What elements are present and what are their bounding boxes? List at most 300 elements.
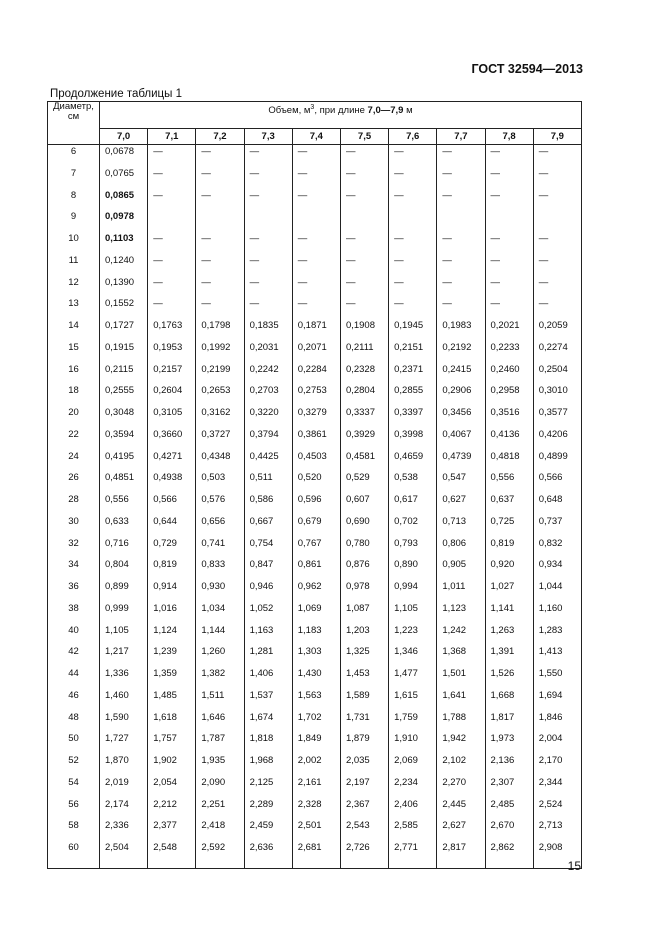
volume-cell: 0,833 (196, 558, 244, 580)
volume-cell: 2,636 (244, 841, 292, 869)
volume-cell: 0,861 (292, 558, 340, 580)
table-row (48, 471, 582, 493)
length-column-header: 7,4 (292, 129, 340, 145)
volume-cell: 0,847 (244, 558, 292, 580)
volume-cell: 0,4818 (485, 450, 533, 472)
volume-cell: 0,4851 (100, 471, 148, 493)
volume-group-header (100, 102, 582, 129)
volume-cell: 0,637 (485, 493, 533, 515)
volume-cell: — (389, 167, 437, 189)
volume-cell: 0,978 (340, 580, 388, 602)
volume-cell: 1,511 (196, 689, 244, 711)
table-row (48, 602, 582, 624)
volume-cell: 1,788 (437, 711, 485, 733)
diameter-cell: 52 (48, 754, 100, 776)
volume-cell: 0,737 (533, 515, 581, 537)
volume-cell: 0,3105 (148, 406, 196, 428)
volume-cell: 0,690 (340, 515, 388, 537)
volume-cell: 2,670 (485, 819, 533, 841)
volume-cell: 0,3456 (437, 406, 485, 428)
volume-cell: 0,2371 (389, 363, 437, 385)
volume-cell: 0,4195 (100, 450, 148, 472)
volume-cell: 2,585 (389, 819, 437, 841)
volume-cell (292, 210, 340, 232)
volume-cell: — (148, 232, 196, 254)
volume-cell: 2,406 (389, 798, 437, 820)
table-row (48, 145, 582, 167)
volume-cell: 0,920 (485, 558, 533, 580)
diameter-cell: 38 (48, 602, 100, 624)
volume-cell: 1,105 (389, 602, 437, 624)
volume-cell: 2,862 (485, 841, 533, 869)
volume-cell: — (292, 232, 340, 254)
volume-cell: 0,4899 (533, 450, 581, 472)
volume-cell: 0,2460 (485, 363, 533, 385)
length-column-header: 7,6 (389, 129, 437, 145)
volume-cell: — (389, 297, 437, 319)
volume-cell: 1,731 (340, 711, 388, 733)
volume-cell: 2,090 (196, 776, 244, 798)
table-row (48, 711, 582, 733)
volume-cell: 1,281 (244, 645, 292, 667)
volume-cell: 0,4348 (196, 450, 244, 472)
volume-cell: 0,4938 (148, 471, 196, 493)
volume-cell: — (196, 145, 244, 167)
volume-cell: 0,596 (292, 493, 340, 515)
volume-cell: 1,674 (244, 711, 292, 733)
diameter-cell: 30 (48, 515, 100, 537)
volume-cell: 0,0865 (100, 189, 148, 211)
diameter-cell: 15 (48, 341, 100, 363)
volume-cell: 1,359 (148, 667, 196, 689)
volume-cell: — (485, 167, 533, 189)
table-row (48, 537, 582, 559)
volume-cell (533, 210, 581, 232)
volume-cell: 0,876 (340, 558, 388, 580)
table-body (48, 145, 582, 869)
volume-cell: 1,203 (340, 624, 388, 646)
volume-cell: 0,716 (100, 537, 148, 559)
volume-cell: 1,870 (100, 754, 148, 776)
volume-cell: 1,391 (485, 645, 533, 667)
volume-cell: 0,2328 (340, 363, 388, 385)
volume-cell: 0,4206 (533, 428, 581, 450)
diameter-cell: 54 (48, 776, 100, 798)
volume-cell: 1,124 (148, 624, 196, 646)
volume-cell: — (437, 297, 485, 319)
volume-cell: 0,832 (533, 537, 581, 559)
volume-cell (485, 210, 533, 232)
table-row (48, 754, 582, 776)
diameter-cell: 32 (48, 537, 100, 559)
volume-cell: 2,908 (533, 841, 581, 869)
volume-cell: 1,537 (244, 689, 292, 711)
volume-cell: 1,141 (485, 602, 533, 624)
volume-cell: 0,520 (292, 471, 340, 493)
volume-cell: 0,3577 (533, 406, 581, 428)
volume-cell: — (148, 167, 196, 189)
volume-cell: — (196, 276, 244, 298)
diameter-cell: 8 (48, 189, 100, 211)
volume-cell: 1,702 (292, 711, 340, 733)
diameter-cell: 22 (48, 428, 100, 450)
volume-cell: 0,667 (244, 515, 292, 537)
volume-cell: 2,289 (244, 798, 292, 820)
volume-cell: 2,019 (100, 776, 148, 798)
volume-cell: — (340, 189, 388, 211)
volume-cell: 0,1727 (100, 319, 148, 341)
volume-cell: 1,589 (340, 689, 388, 711)
diameter-cell: 56 (48, 798, 100, 820)
volume-cell: 0,2855 (389, 384, 437, 406)
volume-cell: 0,1835 (244, 319, 292, 341)
volume-cell: 0,806 (437, 537, 485, 559)
volume-cell: 1,968 (244, 754, 292, 776)
volume-cell: — (292, 167, 340, 189)
volume-header-superscript: 3 (310, 104, 315, 111)
diameter-cell: 16 (48, 363, 100, 385)
volume-cell: 0,946 (244, 580, 292, 602)
diameter-cell: 28 (48, 493, 100, 515)
volume-cell: 0,2021 (485, 319, 533, 341)
volume-cell: 0,819 (485, 537, 533, 559)
volume-cell: 0,1763 (148, 319, 196, 341)
volume-cell: 1,336 (100, 667, 148, 689)
volume-cell: 1,668 (485, 689, 533, 711)
volume-cell: 1,260 (196, 645, 244, 667)
volume-cell: 0,586 (244, 493, 292, 515)
volume-cell: — (389, 232, 437, 254)
volume-cell: 0,3010 (533, 384, 581, 406)
volume-cell: 0,2653 (196, 384, 244, 406)
volume-cell: 0,1953 (148, 341, 196, 363)
volume-cell: 1,590 (100, 711, 148, 733)
table-row (48, 363, 582, 385)
volume-cell: — (292, 297, 340, 319)
length-column-header: 7,9 (533, 129, 581, 145)
volume-cell: 0,2071 (292, 341, 340, 363)
volume-cell: 0,2753 (292, 384, 340, 406)
table-row (48, 297, 582, 319)
volume-cell: — (485, 145, 533, 167)
volume-cell: 2,212 (148, 798, 196, 820)
volume-cell: — (389, 276, 437, 298)
diameter-cell: 36 (48, 580, 100, 602)
volume-cell: 2,367 (340, 798, 388, 820)
volume-cell: 1,034 (196, 602, 244, 624)
length-column-header: 7,0 (100, 129, 148, 145)
diameter-cell: 60 (48, 841, 100, 869)
volume-cell: 0,529 (340, 471, 388, 493)
diameter-cell: 40 (48, 624, 100, 646)
volume-cell: 2,418 (196, 819, 244, 841)
table-row (48, 210, 582, 232)
volume-cell: — (485, 254, 533, 276)
volume-cell: 2,251 (196, 798, 244, 820)
volume-cell: 1,263 (485, 624, 533, 646)
volume-cell: 0,729 (148, 537, 196, 559)
volume-cell: 0,3861 (292, 428, 340, 450)
volume-cell: 0,2906 (437, 384, 485, 406)
diameter-cell: 34 (48, 558, 100, 580)
volume-cell: 0,1798 (196, 319, 244, 341)
volume-cell: — (437, 189, 485, 211)
volume-cell: — (148, 254, 196, 276)
diameter-cell: 10 (48, 232, 100, 254)
volume-cell: 0,3279 (292, 406, 340, 428)
volume-cell: 1,011 (437, 580, 485, 602)
volume-cell: — (533, 254, 581, 276)
volume-cell: 0,725 (485, 515, 533, 537)
volume-cell: 0,905 (437, 558, 485, 580)
table-row (48, 624, 582, 646)
volume-cell: — (533, 167, 581, 189)
volume-cell: 0,994 (389, 580, 437, 602)
volume-cell: 0,556 (485, 471, 533, 493)
volume-cell: 2,069 (389, 754, 437, 776)
volume-cell: 2,004 (533, 732, 581, 754)
diameter-cell: 6 (48, 145, 100, 167)
volume-cell: 1,183 (292, 624, 340, 646)
diameter-cell: 46 (48, 689, 100, 711)
table-row (48, 776, 582, 798)
diameter-cell: 7 (48, 167, 100, 189)
volume-cell: — (485, 276, 533, 298)
diameter-cell: 12 (48, 276, 100, 298)
volume-cell: 2,307 (485, 776, 533, 798)
diameter-cell: 24 (48, 450, 100, 472)
volume-cell: 0,2958 (485, 384, 533, 406)
volume-cell: 2,726 (340, 841, 388, 869)
volume-cell: 2,548 (148, 841, 196, 869)
volume-cell: 1,223 (389, 624, 437, 646)
volume-cell: 0,627 (437, 493, 485, 515)
table-row (48, 319, 582, 341)
volume-cell: 1,217 (100, 645, 148, 667)
volume-cell: 0,4067 (437, 428, 485, 450)
volume-cell: 1,526 (485, 667, 533, 689)
table-row (48, 232, 582, 254)
volume-cell: 1,052 (244, 602, 292, 624)
volume-cell: — (148, 145, 196, 167)
page-number: 15 (567, 859, 581, 873)
length-column-header: 7,7 (437, 129, 485, 145)
volume-cell: 2,459 (244, 819, 292, 841)
volume-cell: 0,0765 (100, 167, 148, 189)
table-row (48, 384, 582, 406)
volume-cell: 1,044 (533, 580, 581, 602)
diameter-cell: 42 (48, 645, 100, 667)
table-row (48, 341, 582, 363)
volume-cell: — (340, 297, 388, 319)
volume-cell: 0,633 (100, 515, 148, 537)
volume-cell: 2,627 (437, 819, 485, 841)
volume-header-mid: , при длине (314, 105, 368, 117)
volume-cell: 0,1945 (389, 319, 437, 341)
volume-cell: 0,2555 (100, 384, 148, 406)
volume-cell: 0,2111 (340, 341, 388, 363)
volume-cell: 1,485 (148, 689, 196, 711)
table-row (48, 276, 582, 298)
volume-cell: — (244, 189, 292, 211)
volume-cell: 2,485 (485, 798, 533, 820)
volume-cell: 0,3660 (148, 428, 196, 450)
volume-cell: 0,934 (533, 558, 581, 580)
volume-cell: 2,592 (196, 841, 244, 869)
diameter-cell: 58 (48, 819, 100, 841)
volume-cell: — (292, 145, 340, 167)
volume-cell: 0,2199 (196, 363, 244, 385)
volume-cell: 0,2151 (389, 341, 437, 363)
volume-cell: 1,016 (148, 602, 196, 624)
volume-cell: 1,087 (340, 602, 388, 624)
volume-cell: 0,2115 (100, 363, 148, 385)
volume-cell: 0,1915 (100, 341, 148, 363)
length-column-header: 7,5 (340, 129, 388, 145)
volume-cell: 0,1390 (100, 276, 148, 298)
volume-cell: — (196, 232, 244, 254)
volume-cell: 0,538 (389, 471, 437, 493)
volume-cell (244, 210, 292, 232)
volume-cell: 2,524 (533, 798, 581, 820)
diameter-cell: 13 (48, 297, 100, 319)
volume-cell: 0,547 (437, 471, 485, 493)
table-row (48, 841, 582, 869)
volume-cell: — (533, 297, 581, 319)
volume-cell: — (340, 276, 388, 298)
volume-cell: 0,930 (196, 580, 244, 602)
volume-cell: 0,1103 (100, 232, 148, 254)
volume-cell: 0,3594 (100, 428, 148, 450)
diameter-cell: 44 (48, 667, 100, 689)
volume-cell: 0,644 (148, 515, 196, 537)
volume-cell: 0,780 (340, 537, 388, 559)
diameter-column-header: Диаметр, см (48, 102, 100, 145)
volume-cell: 2,377 (148, 819, 196, 841)
volume-cell: 0,679 (292, 515, 340, 537)
volume-cell: 2,136 (485, 754, 533, 776)
volume-cell: 0,2703 (244, 384, 292, 406)
volume-cell: 0,511 (244, 471, 292, 493)
volume-cell: — (196, 189, 244, 211)
length-column-header: 7,1 (148, 129, 196, 145)
volume-cell: 2,713 (533, 819, 581, 841)
volume-cell: 0,2242 (244, 363, 292, 385)
volume-cell: 1,787 (196, 732, 244, 754)
table-row (48, 580, 582, 602)
volume-cell: — (340, 254, 388, 276)
volume-cell: 0,1240 (100, 254, 148, 276)
volume-cell: 0,754 (244, 537, 292, 559)
volume-cell: — (533, 232, 581, 254)
volume-cell: 0,3162 (196, 406, 244, 428)
volume-cell: 2,125 (244, 776, 292, 798)
volume-cell: 0,1983 (437, 319, 485, 341)
volume-cell: — (244, 276, 292, 298)
volume-cell: 2,270 (437, 776, 485, 798)
volume-cell: 0,2059 (533, 319, 581, 341)
volume-cell: 1,935 (196, 754, 244, 776)
table-caption: Продолжение таблицы 1 (50, 88, 183, 100)
volume-cell: 0,793 (389, 537, 437, 559)
volume-cell: 2,445 (437, 798, 485, 820)
volume-cell: — (292, 276, 340, 298)
volume-cell: 1,242 (437, 624, 485, 646)
table-row (48, 167, 582, 189)
volume-cell: 2,170 (533, 754, 581, 776)
volume-cell: 2,328 (292, 798, 340, 820)
volume-cell: 1,615 (389, 689, 437, 711)
volume-cell: 2,161 (292, 776, 340, 798)
volume-cell: 1,144 (196, 624, 244, 646)
volume-cell: — (340, 167, 388, 189)
volume-cell: — (437, 145, 485, 167)
document-code: ГОСТ 32594—2013 (471, 62, 583, 76)
volume-cell: 1,413 (533, 645, 581, 667)
volume-cell: 0,4136 (485, 428, 533, 450)
volume-cell: 0,3929 (340, 428, 388, 450)
volume-cell: 0,713 (437, 515, 485, 537)
length-column-header: 7,3 (244, 129, 292, 145)
volume-cell: — (340, 232, 388, 254)
volume-cell: — (148, 276, 196, 298)
volume-cell: — (485, 189, 533, 211)
table-row (48, 667, 582, 689)
volume-cell: 0,741 (196, 537, 244, 559)
volume-cell: — (533, 189, 581, 211)
volume-cell: 0,4739 (437, 450, 485, 472)
volume-cell: — (485, 297, 533, 319)
volume-cell: — (244, 167, 292, 189)
volume-cell: — (340, 145, 388, 167)
volume-cell: 0,566 (533, 471, 581, 493)
volume-cell: 0,702 (389, 515, 437, 537)
volume-cell: 1,325 (340, 645, 388, 667)
volume-cell: — (389, 254, 437, 276)
volume-cell: 0,3048 (100, 406, 148, 428)
volume-cell: — (244, 297, 292, 319)
volume-header-prefix: Объем, м (268, 105, 311, 117)
volume-cell: 1,694 (533, 689, 581, 711)
volume-cell: 2,501 (292, 819, 340, 841)
length-header-row (48, 129, 582, 145)
volume-cell: 0,4581 (340, 450, 388, 472)
volume-cell: 1,618 (148, 711, 196, 733)
volume-cell: 2,681 (292, 841, 340, 869)
volume-cell: 1,303 (292, 645, 340, 667)
volume-cell: 0,3516 (485, 406, 533, 428)
volume-cell: 0,3727 (196, 428, 244, 450)
volume-cell: 0,3397 (389, 406, 437, 428)
volume-cell: 2,174 (100, 798, 148, 820)
table-row (48, 732, 582, 754)
volume-cell: — (196, 254, 244, 276)
volume-cell: — (148, 297, 196, 319)
volume-cell: 0,556 (100, 493, 148, 515)
volume-cell: 1,727 (100, 732, 148, 754)
volume-cell: 0,617 (389, 493, 437, 515)
volume-cell: 1,453 (340, 667, 388, 689)
volume-cell: 2,102 (437, 754, 485, 776)
volume-cell: 2,504 (100, 841, 148, 869)
table-row (48, 406, 582, 428)
table-row (48, 189, 582, 211)
volume-cell: — (148, 189, 196, 211)
volume-cell: 1,501 (437, 667, 485, 689)
volume-cell: 1,902 (148, 754, 196, 776)
volume-cell: — (533, 276, 581, 298)
volume-cell: 2,543 (340, 819, 388, 841)
